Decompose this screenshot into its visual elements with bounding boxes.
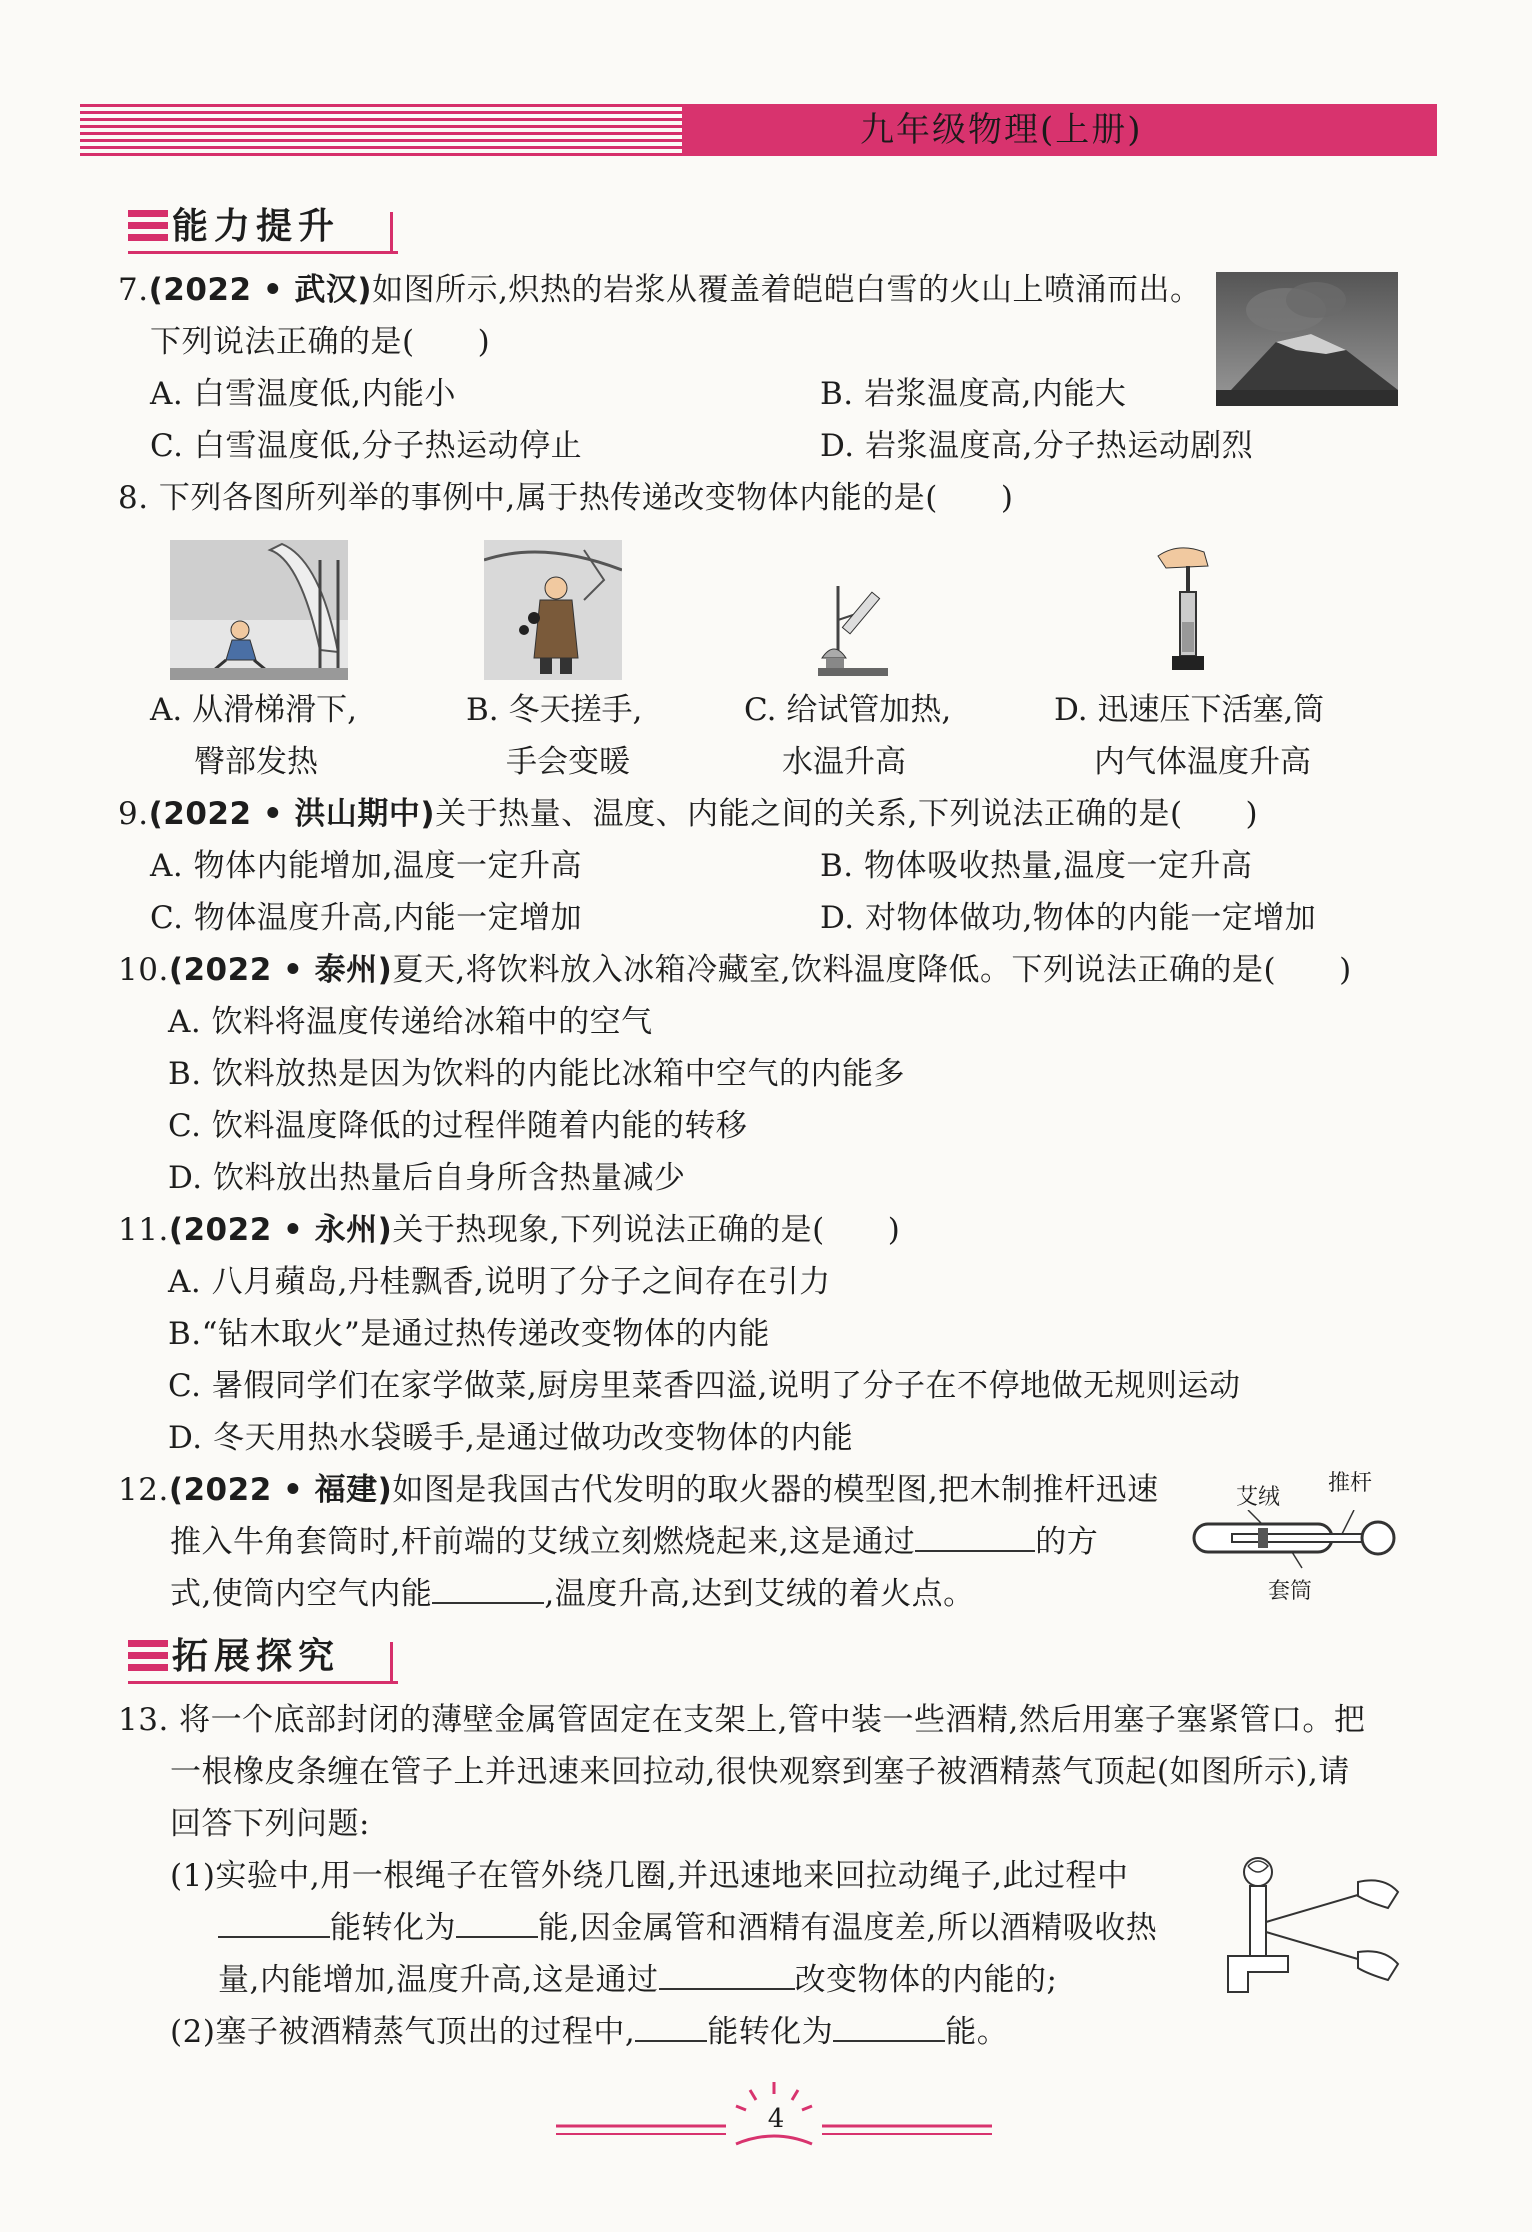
q13-part2-text-b: 能转化为 [707, 2014, 834, 2050]
q7-option-a: A. 白雪温度低,内能小 [150, 376, 456, 412]
q10-option-a: A. 饮料将温度传递给冰箱中的空气 [168, 1004, 653, 1040]
section-end-mark [390, 212, 393, 252]
q13-part2-text-a: (2)塞子被酒精蒸气顶出的过程中, [170, 2014, 636, 2050]
rubbing-hands-illustration [484, 540, 622, 680]
q8-stem: 8. 下列各图所列举的事例中,属于热传递改变物体内能的是( ) [118, 480, 1014, 516]
q12-blank-2[interactable] [432, 1574, 544, 1604]
q10-source: (2022 • 泰州) [168, 952, 393, 988]
q11-option-b: B.“钻木取火”是通过热传递改变物体的内能 [168, 1316, 770, 1352]
q9-stem-text: 关于热量、温度、内能之间的关系,下列说法正确的是( ) [435, 796, 1259, 832]
q8-option-c-line2: 水温升高 [782, 744, 906, 780]
q8-option-d-line2: 内气体温度升高 [1094, 744, 1311, 780]
q11-source: (2022 • 永州) [168, 1212, 393, 1248]
q13-part1-text-a: 能转化为 [330, 1910, 456, 1946]
q9-option-d: D. 对物体做功,物体的内能一定增加 [820, 900, 1317, 936]
q13-blank-5[interactable] [833, 2012, 945, 2042]
q12-line2 [170, 1522, 1098, 1562]
q13-blank-1[interactable] [218, 1908, 330, 1938]
q7-number: 7. [118, 272, 149, 308]
section-underline [128, 251, 398, 254]
q13-part1-line3 [218, 1960, 1058, 2000]
test-tube-heating-illustration [798, 580, 894, 680]
q10-option-b: B. 饮料放热是因为饮料的内能比冰箱中空气的内能多 [168, 1056, 905, 1092]
q11-option-a: A. 八月蘋岛,丹桂飘香,说明了分子之间存在引力 [168, 1264, 831, 1300]
q7-stem-text: 如图所示,炽热的岩浆从覆盖着皑皑白雪的火山上喷涌而出。 [372, 272, 1202, 308]
q13-part1-line1: (1)实验中,用一根绳子在管外绕几圈,并迅速地来回拉动绳子,此过程中 [170, 1858, 1129, 1894]
piston-compression-illustration [1148, 542, 1228, 682]
q7-stem2: 下列说法正确的是( ) [150, 324, 491, 360]
q7-source: (2022 • 武汉) [148, 272, 373, 308]
q13-line1: 13. 将一个底部封闭的薄壁金属管固定在支架上,管中装一些酒精,然后用塞子塞紧管口。把 [118, 1702, 1366, 1738]
fig-label-push-rod: 推杆 [1328, 1471, 1373, 1496]
slide-illustration [170, 540, 348, 680]
q10-number: 10. [118, 952, 169, 988]
q11-option-c: C. 暑假同学们在家学做菜,厨房里菜香四溢,说明了分子在不停地做无规则运动 [168, 1368, 1241, 1404]
section-title: 能力提升 [172, 206, 341, 247]
q13-blank-4[interactable] [635, 2012, 707, 2042]
header-stripes [80, 104, 685, 156]
q12-stem [118, 1470, 1159, 1510]
section-title: 拓展探究 [172, 1636, 341, 1677]
q9-number: 9. [118, 796, 149, 832]
page-title: 九年级物理(上册) [860, 110, 1143, 150]
q11-stem-text: 关于热现象,下列说法正确的是( ) [392, 1212, 901, 1248]
section-bars-icon [128, 1640, 168, 1676]
q8-option-b-line1: B. 冬天搓手, [466, 692, 643, 728]
q13-part1-text-d: 改变物体的内能的; [794, 1962, 1058, 1998]
q10-stem-text: 夏天,将饮料放入冰箱冷藏室,饮料温度降低。下列说法正确的是( ) [392, 952, 1352, 988]
q7-option-d: D. 岩浆温度高,分子热运动剧烈 [820, 428, 1254, 464]
q8-option-b-line2: 手会变暖 [506, 744, 630, 780]
section-underline [128, 1681, 398, 1684]
q12-line3-end: ,温度升高,达到艾绒的着火点。 [544, 1576, 975, 1612]
q11-stem [118, 1210, 900, 1250]
q9-stem [118, 794, 1258, 834]
q12-line1: 如图是我国古代发明的取火器的模型图,把木制推杆迅速 [392, 1472, 1159, 1508]
q12-number: 12. [118, 1472, 169, 1508]
q13-part1-text-b: 能,因金属管和酒精有温度差,所以酒精吸收热 [538, 1910, 1158, 1946]
q13-part1-line2 [218, 1908, 1157, 1948]
q11-number: 11. [118, 1212, 169, 1248]
q9-option-c: C. 物体温度升高,内能一定增加 [150, 900, 583, 936]
q12-blank-1[interactable] [915, 1522, 1035, 1552]
fire-piston-diagram [1192, 1510, 1404, 1570]
q12-line3-text: 式,使筒内空气内能 [170, 1576, 433, 1612]
q13-line3: 回答下列问题: [170, 1806, 370, 1842]
page-number: 4 [767, 2104, 785, 2134]
volcano-photo [1216, 272, 1398, 406]
section-heading-ability [128, 204, 398, 250]
q12-line3 [170, 1574, 975, 1614]
q9-option-b: B. 物体吸收热量,温度一定升高 [820, 848, 1253, 884]
fig-label-sleeve: 套筒 [1268, 1579, 1313, 1604]
q9-option-a: A. 物体内能增加,温度一定升高 [150, 848, 582, 884]
q10-option-d: D. 饮料放出热量后自身所含热量减少 [168, 1160, 686, 1196]
fig-label-aironq: 艾绒 [1236, 1485, 1281, 1510]
q11-option-d: D. 冬天用热水袋暖手,是通过做功改变物体的内能 [168, 1420, 854, 1456]
q12-source: (2022 • 福建) [168, 1472, 393, 1508]
q8-option-a-line1: A. 从滑梯滑下, [150, 692, 357, 728]
q9-source: (2022 • 洪山期中) [148, 796, 436, 832]
q12-line2-text: 推入牛角套筒时,杆前端的艾绒立刻燃烧起来,这是通过 [170, 1524, 916, 1560]
q10-option-c: C. 饮料温度降低的过程伴随着内能的转移 [168, 1108, 748, 1144]
section-end-mark [390, 1642, 393, 1682]
q10-stem [118, 950, 1352, 990]
q13-line2: 一根橡皮条缠在管子上并迅速来回拉动,很快观察到塞子被酒精蒸气顶起(如图所示),请 [170, 1754, 1350, 1790]
q7-option-b: B. 岩浆温度高,内能大 [820, 376, 1127, 412]
q8-option-d-line1: D. 迅速压下活塞,筒 [1054, 692, 1325, 728]
q8-option-a-line2: 臀部发热 [194, 744, 318, 780]
q13-blank-2[interactable] [456, 1908, 538, 1938]
q12-line2-end: 的方 [1035, 1524, 1099, 1560]
section-bars-icon [128, 210, 168, 246]
q13-part2-text-c: 能。 [945, 2014, 1009, 2050]
q13-part1-text-c: 量,内能增加,温度升高,这是通过 [218, 1962, 659, 1998]
q7-option-c: C. 白雪温度低,分子热运动停止 [150, 428, 583, 464]
section-heading-extension [128, 1634, 398, 1680]
q8-option-c-line1: C. 给试管加热, [744, 692, 952, 728]
q13-part2 [170, 2012, 1008, 2052]
q13-blank-3[interactable] [659, 1960, 795, 1990]
rope-friction-tube-diagram [1218, 1852, 1404, 2002]
q7-stem [118, 270, 1201, 310]
